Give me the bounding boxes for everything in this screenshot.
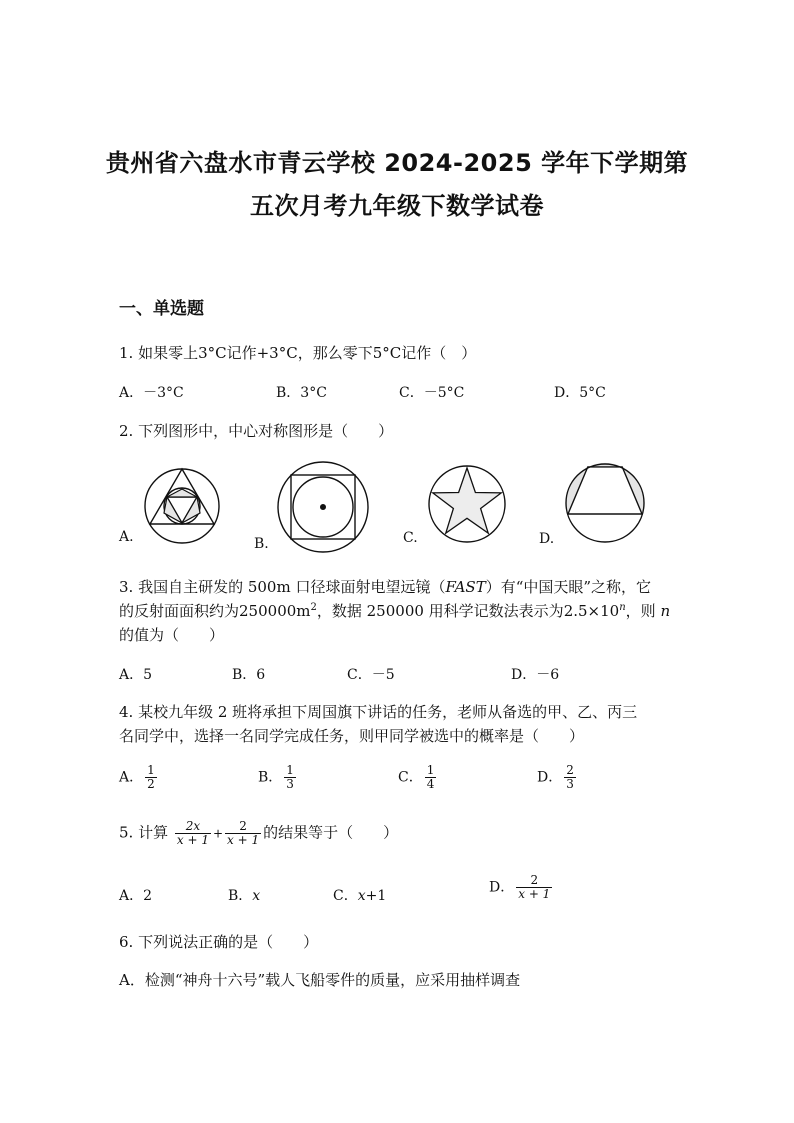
figure-b-label: B. — [254, 536, 269, 552]
q4-option-c: C． $\frac{1}{4}$ — [398, 763, 435, 791]
q5-stem: 5. 计算 $\frac{2x}{x + 1}$ + $\frac{2}{x + 1}$ 的结果等于（ ） — [119, 819, 399, 847]
q3-option-d: D．－6 — [511, 667, 560, 683]
exam-title-line1: 贵州省六盘水市青云学校 2024-2025 学年下学期第 — [105, 149, 689, 177]
q6-stem: 6. 下列说法正确的是（ ） — [119, 933, 319, 951]
q1-option-d: D．5°C — [554, 385, 606, 401]
q4-option-b: B． $\frac{1}{3}$ — [258, 763, 294, 791]
q5-fraction-1: $\frac{2x}{x + 1}$ — [176, 819, 209, 847]
q3-option-c: C．－5 — [347, 667, 395, 683]
q3-line1: 3. 我国自主研发的 500m 口径球面射电望远镜（FAST）有“中国天眼”之称，它 — [119, 578, 652, 596]
q5-option-c: C．x+1 — [333, 888, 387, 904]
q5-fraction-2: $\frac{2}{x + 1}$ — [227, 819, 260, 847]
q6-option-a: A．检测“神舟十六号”载人飞船零件的质量，应采用抽样调查 — [119, 971, 521, 989]
sci-notation: $2.5\times 10^n$ — [563, 602, 626, 620]
q4-option-d: D． $\frac{2}{3}$ — [537, 763, 574, 791]
q4-option-a: A． $\frac{1}{2}$ — [119, 763, 155, 791]
q5-option-a: A．2 — [119, 888, 153, 904]
section-heading: 一、单选题 — [119, 299, 204, 319]
q4-line1: 4. 某校九年级 2 班将承担下周国旗下讲话的任务，老师从备选的甲、乙、丙三 — [119, 703, 638, 721]
q1-option-b: B．3°C — [276, 385, 327, 401]
q1-option-a: A．－3°C — [119, 385, 184, 401]
q5-option-d: D． $\frac{2}{x + 1}$ — [489, 873, 551, 901]
q1-stem: 1. 如果零上3°C记作+3°C，那么零下5°C记作（ ） — [119, 344, 477, 362]
figure-d-trapezoid-in-circle — [564, 462, 646, 544]
q1-option-c: C．－5°C — [399, 385, 465, 401]
q3-option-a: A．5 — [119, 667, 153, 683]
exam-title-line2: 五次月考九年级下数学试卷 — [250, 192, 544, 220]
figure-a-label: A. — [119, 529, 134, 545]
figure-d-label: D. — [539, 531, 555, 547]
q2-stem: 2. 下列图形中，中心对称图形是（ ） — [119, 422, 394, 440]
figure-b-square-in-circle — [276, 460, 370, 554]
q5-option-b: B．x — [228, 888, 261, 904]
q3-line3: 的值为（ ） — [119, 626, 225, 644]
q3-option-b: B．6 — [232, 667, 266, 683]
q3-line2: 的反射面面积约为$250000m^2$，数据 250000 用科学记数法表示为$2.5\times 10^n$，则 n — [119, 602, 671, 620]
fast-term: FAST — [445, 578, 486, 596]
area-value: $250000m^2$ — [239, 602, 317, 620]
figure-a-triangle-in-circle — [142, 466, 222, 546]
q4-line2: 名同学中，选择一名同学完成任务，则甲同学被选中的概率是（ ） — [119, 727, 585, 745]
figure-c-star-in-circle — [427, 464, 507, 544]
figure-c-label: C. — [403, 530, 418, 546]
